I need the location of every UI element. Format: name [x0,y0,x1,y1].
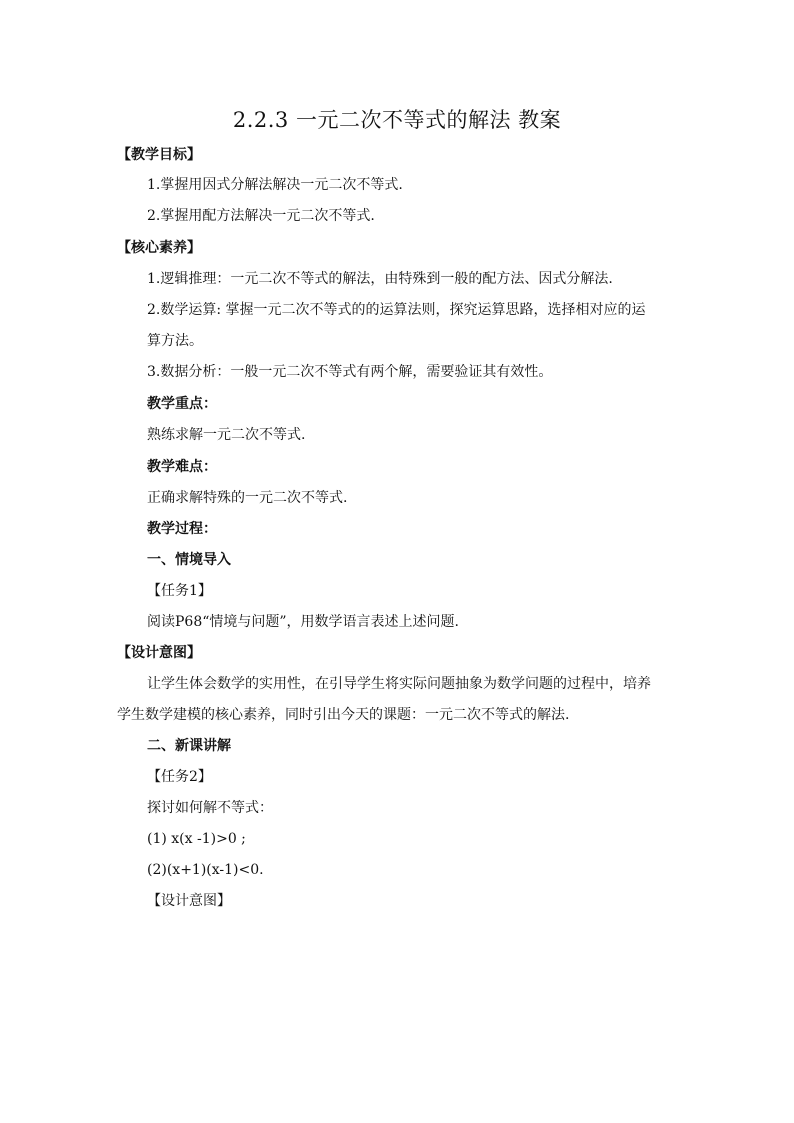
task1-label: 【任务1】 [147,583,212,599]
task2-item-1: (1) x(x -1)>0 ; [147,831,246,847]
task2-label: 【任务2】 [147,769,212,785]
difficulty-heading: 教学难点： [147,459,217,475]
goal-item-1: 1.掌握用因式分解法解决一元二次不等式. [147,177,403,193]
design1-line-1: 让学生体会数学的实用性，在引导学生将实际问题抽象为数学问题的过程中，培养 [147,676,651,692]
literacy-item-3: 3.数据分析：一般一元二次不等式有两个解，需要验证其有效性。 [147,364,553,380]
document-title: 2.2.3 一元二次不等式的解法 教案 [232,108,562,132]
literacy-item-2-line-2: 算方法。 [147,333,203,349]
task2-intro: 探讨如何解不等式： [147,800,273,816]
core-literacy-heading: 【核心素养】 [117,240,201,256]
key-point-heading: 教学重点： [147,396,217,412]
part2-heading: 二、新课讲解 [147,738,231,754]
design2-heading: 【设计意图】 [147,893,231,909]
key-point-text: 熟练求解一元二次不等式. [147,427,306,443]
part1-heading: 一、情境导入 [147,552,231,568]
literacy-item-1: 1.逻辑推理：一元二次不等式的解法，由特殊到一般的配方法、因式分解法. [147,271,613,287]
design1-heading: 【设计意图】 [117,645,201,661]
literacy-item-2-line-1: 2.数学运算: 掌握一元二次不等式的的运算法则，探究运算思路，选择相对应的运 [147,302,646,318]
teaching-goals-heading: 【教学目标】 [117,147,201,163]
goal-item-2: 2.掌握用配方法解决一元二次不等式. [147,208,375,224]
difficulty-text: 正确求解特殊的一元二次不等式. [147,490,348,506]
task2-item-2: (2)(x+1)(x-1)<0. [147,862,264,878]
design1-line-2: 学生数学建模的核心素养，同时引出今天的课题：一元二次不等式的解法. [117,707,570,723]
task1-text: 阅读P68“情境与问题”，用数学语言表述上述问题. [147,614,459,630]
process-heading: 教学过程： [147,521,217,537]
